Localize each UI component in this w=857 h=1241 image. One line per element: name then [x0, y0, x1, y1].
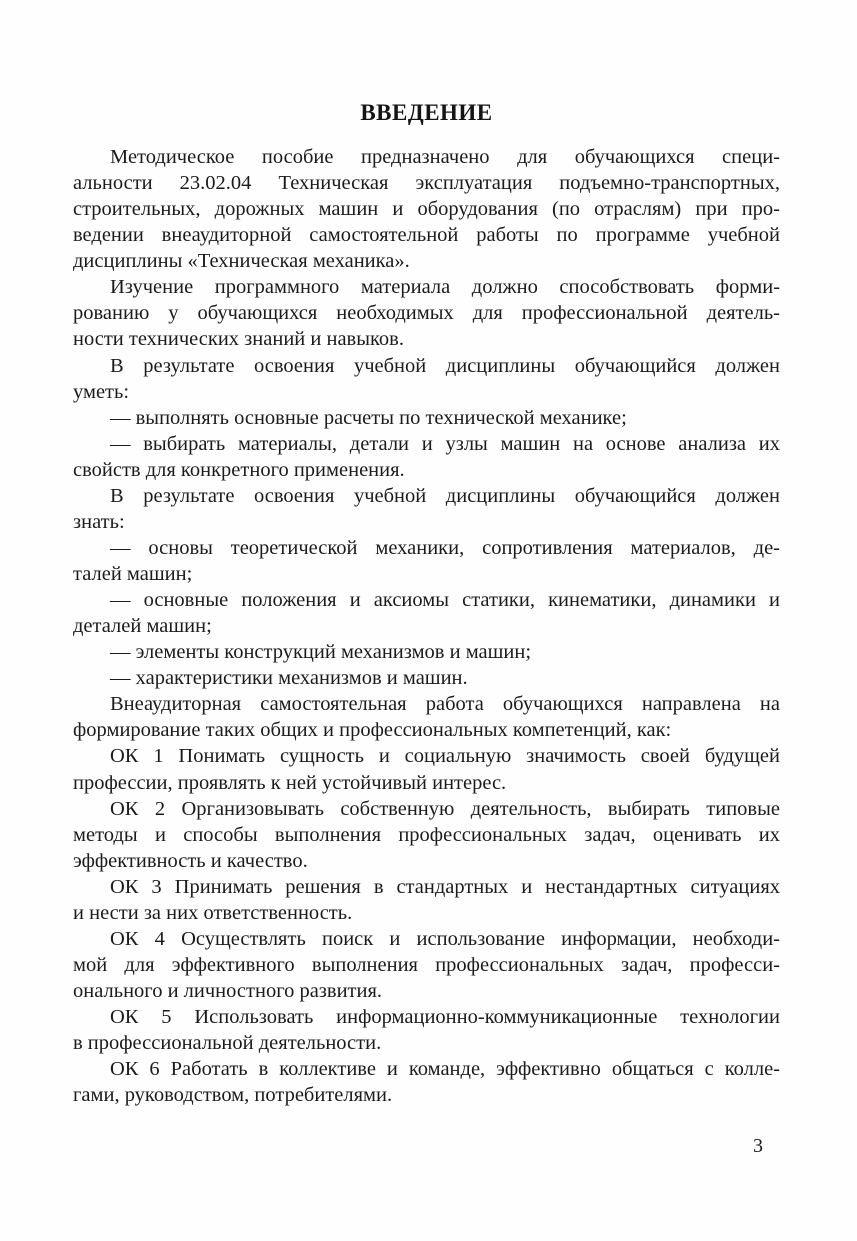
paragraph [73, 405, 780, 431]
text-line: методы и способы выполнения профессиональных задач, оценивать их [73, 823, 780, 846]
text-line: ОК 2 Организовывать собственную деятельность, выбирать типовые [110, 797, 780, 820]
text-line: эффективность и качество. [73, 849, 308, 872]
text-line: деталей машин; [73, 615, 212, 638]
text-line: ОК 5 Использовать информационно-коммуникационные технологии [110, 1006, 780, 1029]
text-line: Изучение программного материала должно способствовать форми- [110, 276, 780, 299]
text-line: знать: [73, 510, 125, 533]
text-line: уметь: [73, 380, 130, 403]
text-line: — основные положения и аксиомы статики, кинематики, динамики и [110, 589, 780, 612]
page-number: 3 [753, 1135, 763, 1157]
text-line: — выбирать материалы, детали и узлы машин на основе анализа их [110, 432, 780, 455]
paragraph [73, 144, 780, 274]
text-line: рованию у обучающихся необходимых для профессиональной деятель- [73, 302, 780, 325]
paragraph [73, 796, 780, 874]
paragraph [73, 691, 780, 743]
text-line: — основы теоретической механики, сопротивления материалов, де- [110, 536, 780, 559]
text-line: дисциплины «Техническая механика». [73, 250, 410, 273]
text-line: ОК 4 Осуществлять поиск и использование информации, необходи- [110, 927, 780, 950]
page-title: ВВЕДЕНИЕ [360, 100, 493, 125]
paragraph [73, 1056, 780, 1108]
text-line: альности 23.02.04 Техническая эксплуатация подъемно-транспортных, [73, 172, 780, 195]
text-line: гами, руководством, потребителями. [73, 1084, 393, 1107]
text-line: — выполнять основные расчеты по технической механике; [110, 406, 627, 429]
text-line: Методическое пособие предназначено для обучающихся специ- [110, 146, 780, 168]
paragraph [73, 874, 780, 926]
text-line: профессии, проявлять к ней устойчивый интерес. [73, 771, 507, 794]
paragraph [73, 483, 780, 535]
text-line: ведении внеаудиторной самостоятельной работы по программе учебной [73, 224, 780, 247]
paragraph [73, 1004, 780, 1056]
text-line: В результате освоения учебной дисциплины обучающийся должен [110, 484, 780, 507]
paragraph [73, 587, 780, 639]
paragraph [73, 431, 780, 483]
paragraph [73, 353, 780, 405]
text-line: и нести за них ответственность. [73, 901, 353, 924]
paragraph [73, 639, 780, 665]
paragraph [73, 274, 780, 352]
text-line: строительных, дорожных машин и оборудования (по отраслям) при про- [73, 198, 780, 221]
paragraph [73, 743, 780, 795]
text-line: Внеаудиторная самостоятельная работа обучающихся направлена на [110, 693, 780, 716]
text-line: талей машин; [73, 563, 193, 585]
text-line: формирование таких общих и профессиональных компетенций, как: [73, 719, 672, 742]
paragraph [73, 535, 780, 587]
text-line: ности технических знаний и навыков. [73, 328, 404, 351]
text-line: в профессиональной деятельности. [73, 1032, 382, 1055]
text-line: онального и личностного развития. [73, 980, 383, 1002]
text-line: ОК 3 Принимать решения в стандартных и нестандартных ситуациях [110, 875, 780, 898]
text-line: ОК 1 Понимать сущность и социальную значимость своей будущей [110, 745, 780, 768]
paragraph [73, 665, 780, 691]
text-line: свойств для конкретного применения. [73, 458, 405, 481]
text-line: В результате освоения учебной дисциплины обучающийся должен [110, 354, 780, 377]
text-line: мой для эффективного выполнения профессиональных задач, професси- [73, 953, 780, 976]
document-body [73, 144, 780, 1108]
text-line: — элементы конструкций механизмов и машин; [110, 641, 532, 664]
text-line: — характеристики механизмов и машин. [110, 667, 468, 690]
paragraph [73, 926, 780, 1004]
text-line: ОК 6 Работать в коллективе и команде, эффективно общаться с колле- [110, 1058, 780, 1081]
